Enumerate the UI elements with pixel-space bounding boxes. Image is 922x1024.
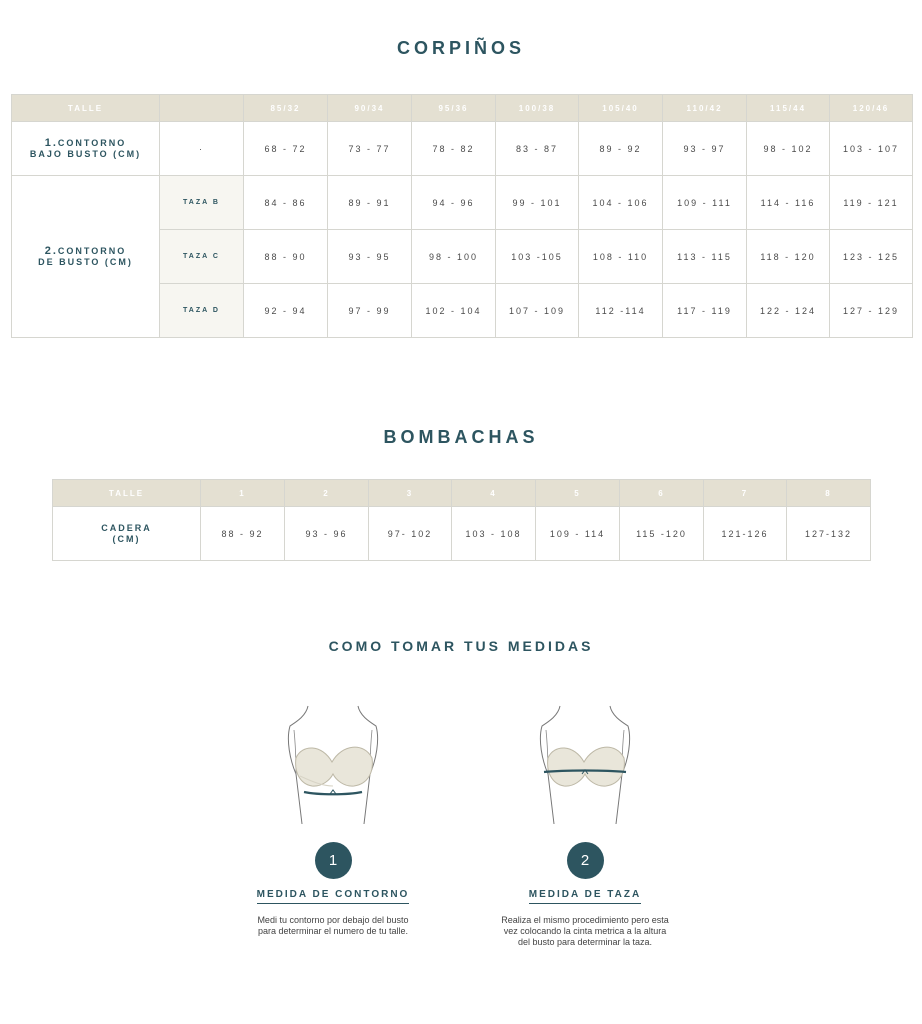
cup-label-c: TAZA C [160, 230, 244, 284]
header-cell: 95/36 [412, 95, 496, 122]
table-cell: 88 - 90 [244, 230, 328, 284]
header-row [12, 95, 913, 122]
row-label-contorno-de-busto: 2.CONTORNO DE BUSTO (CM) [12, 176, 160, 338]
header-cell: 6 [620, 480, 704, 507]
table-cell: 109 - 114 [536, 507, 620, 561]
table-cell: 104 - 106 [579, 176, 663, 230]
header-cell: 120/46 [830, 95, 913, 122]
header-cell: 3 [369, 480, 452, 507]
cup-label-d: TAZA D [160, 284, 244, 338]
header-cell: TALLE [53, 480, 201, 507]
corpinos-size-table [11, 94, 913, 338]
header-cell: 100/38 [496, 95, 579, 122]
header-cell [160, 95, 244, 122]
header-row [53, 480, 871, 507]
table-cell: 102 - 104 [412, 284, 496, 338]
step-number-badge: 1 [315, 842, 352, 879]
torso-bust-figure [530, 700, 640, 826]
table-cell: 115 -120 [620, 507, 704, 561]
table-cell: 127-132 [787, 507, 871, 561]
table-cell: 93 - 97 [663, 122, 747, 176]
table-cell: 83 - 87 [496, 122, 579, 176]
cup-label-b: TAZA B [160, 176, 244, 230]
step-description: Realiza el mismo procedimiento pero esta vez colocando la cinta metrica a la altura del busto para determinar la taza. [501, 915, 669, 947]
table-cell: 113 - 115 [663, 230, 747, 284]
step-medida-contorno [213, 700, 453, 937]
step-title: MEDIDA DE TAZA [529, 889, 641, 904]
table-cell: 119 - 121 [830, 176, 913, 230]
header-cell: 90/34 [328, 95, 412, 122]
table-cell: 112 -114 [579, 284, 663, 338]
table-cell: 92 - 94 [244, 284, 328, 338]
table-cell: 93 - 96 [285, 507, 369, 561]
table-cell: 84 - 86 [244, 176, 328, 230]
table-cell: 103 - 107 [830, 122, 913, 176]
table-cell: 109 - 111 [663, 176, 747, 230]
table-cell: 97- 102 [369, 507, 452, 561]
header-cell: 110/42 [663, 95, 747, 122]
table-row [12, 122, 913, 176]
header-cell: 2 [285, 480, 369, 507]
table-cell: 89 - 91 [328, 176, 412, 230]
step-description: Medi tu contorno por debajo del busto para determinar el numero de tu talle. [257, 915, 409, 936]
table-cell: 103 -105 [496, 230, 579, 284]
table-cell: 94 - 96 [412, 176, 496, 230]
table-cell: 123 - 125 [830, 230, 913, 284]
table-cell: 103 - 108 [452, 507, 536, 561]
table-cell: 114 - 116 [747, 176, 830, 230]
table-cell: 98 - 102 [747, 122, 830, 176]
step-number-badge: 2 [567, 842, 604, 879]
row-label-cadera: CADERA (CM) [53, 507, 201, 561]
header-cell: 85/32 [244, 95, 328, 122]
table-cell: 127 - 129 [830, 284, 913, 338]
header-cell: 4 [452, 480, 536, 507]
table-row [53, 507, 871, 561]
table-cell: 89 - 92 [579, 122, 663, 176]
step-medida-taza [465, 700, 705, 948]
table-cell: 117 - 119 [663, 284, 747, 338]
table-cell: 73 - 77 [328, 122, 412, 176]
table-cell: 108 - 110 [579, 230, 663, 284]
row-label-contorno-bajo-busto: 1.CONTORNO BAJO BUSTO (CM) [12, 122, 160, 176]
header-cell: 1 [201, 480, 285, 507]
table-cell: 121-126 [704, 507, 787, 561]
header-cell: 105/40 [579, 95, 663, 122]
table-cell: 97 - 99 [328, 284, 412, 338]
table-cell: 88 - 92 [201, 507, 285, 561]
header-cell: 5 [536, 480, 620, 507]
table-cell: 98 - 100 [412, 230, 496, 284]
como-tomar-medidas-title: COMO TOMAR TUS MEDIDAS [328, 638, 594, 654]
torso-underbust-figure [278, 700, 388, 826]
table-cell: 107 - 109 [496, 284, 579, 338]
header-cell: 7 [704, 480, 787, 507]
header-cell: 115/44 [747, 95, 830, 122]
table-cell: 68 - 72 [244, 122, 328, 176]
sub-label-cell: · [160, 122, 244, 176]
bombachas-title: BOMBACHAS [383, 427, 539, 447]
table-cell: 93 - 95 [328, 230, 412, 284]
table-cell: 118 - 120 [747, 230, 830, 284]
bombachas-size-table [52, 479, 871, 561]
header-cell: TALLE [12, 95, 160, 122]
table-cell: 99 - 101 [496, 176, 579, 230]
table-cell: 122 - 124 [747, 284, 830, 338]
header-cell: 8 [787, 480, 871, 507]
corpinos-title: CORPIÑOS [396, 38, 525, 58]
step-title: MEDIDA DE CONTORNO [257, 889, 410, 904]
table-row [12, 176, 913, 230]
table-cell: 78 - 82 [412, 122, 496, 176]
